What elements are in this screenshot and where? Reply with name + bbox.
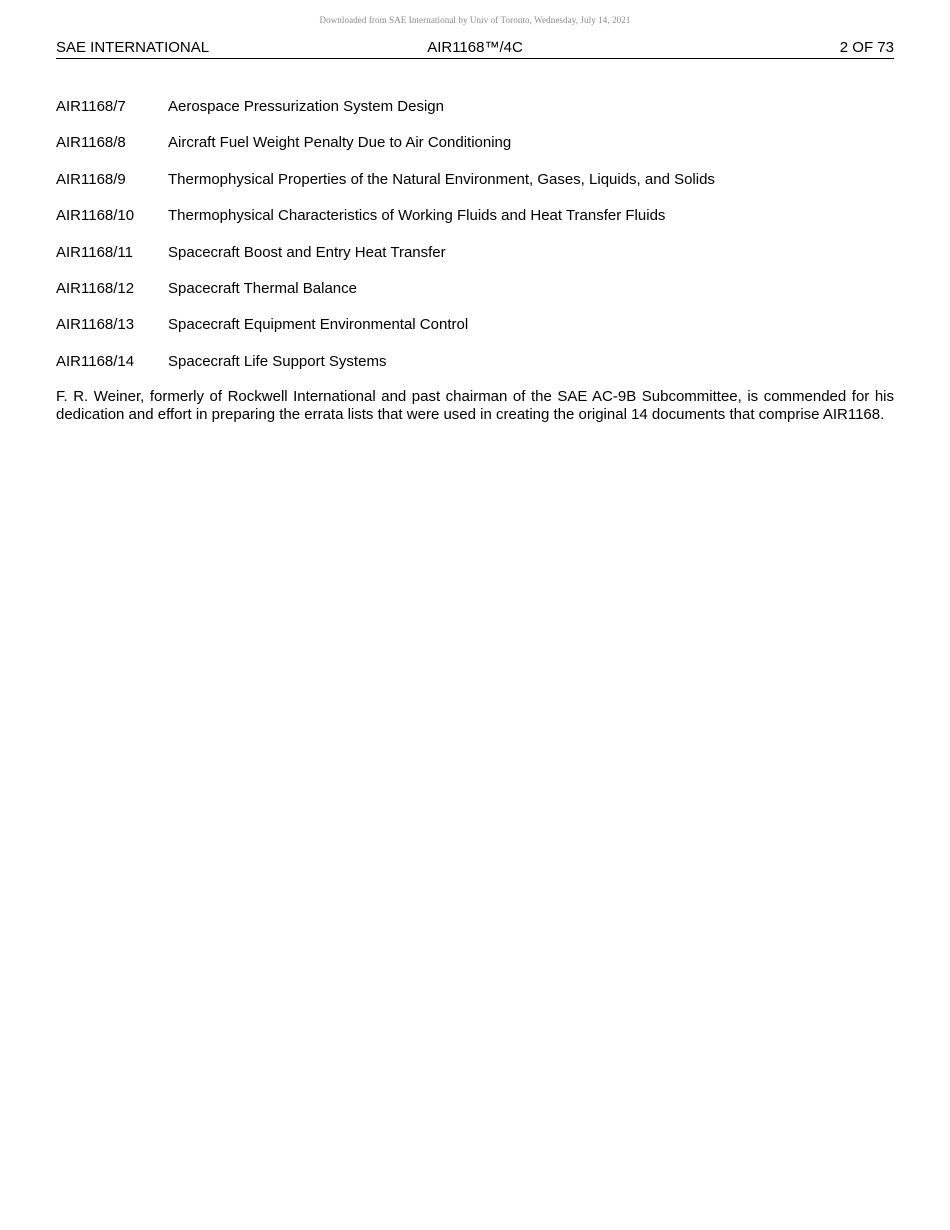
reference-item: [56, 97, 894, 133]
reference-title: Spacecraft Life Support Systems: [168, 352, 387, 370]
reference-item: [56, 133, 894, 169]
reference-item: [56, 279, 894, 315]
reference-item: [56, 206, 894, 242]
reference-item: [56, 352, 894, 388]
reference-item: [56, 170, 894, 206]
reference-id: AIR1168/10: [56, 207, 135, 225]
reference-id: AIR1168/7: [56, 98, 126, 115]
reference-id: AIR1168/13: [56, 316, 135, 334]
reference-title: Spacecraft Boost and Entry Heat Transfer: [168, 243, 446, 261]
acknowledgement-paragraph: F. R. Weiner, formerly of Rockwell International and past chairman of the SAE AC-9B Subcommittee, is commended for his dedication and effort in preparing the errata lists that were used in creating the original 14 documents that comprise AIR1168.: [56, 388, 894, 423]
reference-item: [56, 315, 894, 351]
reference-title: Thermophysical Properties of the Natural Environment, Gases, Liquids, and Solids: [168, 170, 715, 188]
reference-title: Thermophysical Characteristics of Working Fluids and Heat Transfer Fluids: [168, 207, 666, 225]
header-organization: SAE INTERNATIONAL: [56, 39, 210, 56]
reference-id: AIR1168/14: [56, 352, 135, 370]
reference-id: AIR1168/11: [56, 243, 133, 261]
reference-list: [56, 97, 894, 388]
header-page-indicator: 2 OF 73: [839, 39, 894, 56]
reference-item: [56, 243, 894, 279]
reference-id: AIR1168/12: [56, 279, 135, 297]
reference-title: Aircraft Fuel Weight Penalty Due to Air Conditioning: [168, 134, 512, 152]
reference-title: Spacecraft Thermal Balance: [168, 279, 357, 297]
reference-title: Aerospace Pressurization System Design: [168, 98, 444, 115]
page-header: [56, 38, 894, 59]
header-document-id: AIR1168™/4C: [427, 39, 523, 56]
download-watermark: Downloaded from SAE International by Univ of Toronto, Wednesday, July 14, 2021: [319, 15, 631, 25]
reference-id: AIR1168/8: [56, 134, 126, 152]
reference-title: Spacecraft Equipment Environmental Control: [168, 316, 469, 334]
reference-id: AIR1168/9: [56, 170, 126, 188]
